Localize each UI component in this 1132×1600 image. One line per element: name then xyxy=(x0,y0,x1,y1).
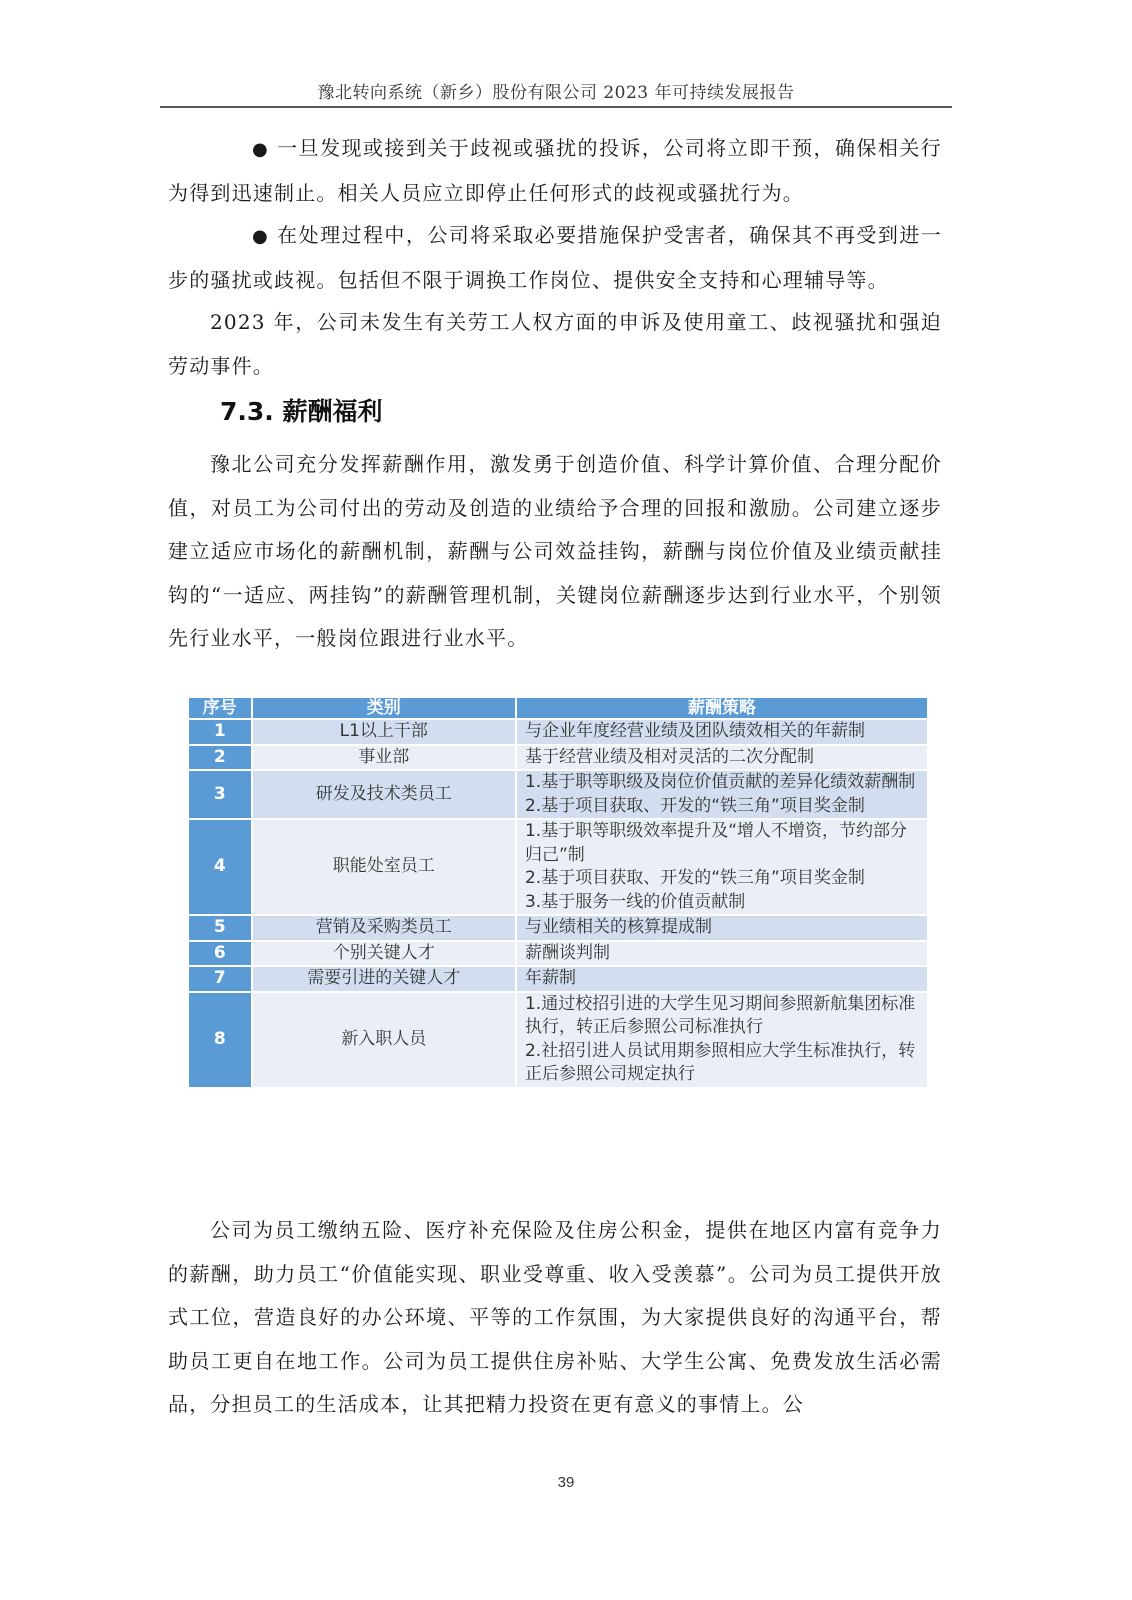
category-cell: 营销及采购类员工 xyxy=(253,916,517,940)
row-number-cell: 1 xyxy=(189,720,253,744)
policy-line: 3.基于服务一线的价值贡献制 xyxy=(524,891,746,912)
header-cell-category: 类别 xyxy=(253,698,517,718)
category-cell: 职能处室员工 xyxy=(253,820,517,914)
table-row xyxy=(189,720,927,744)
policy-cell xyxy=(517,820,927,914)
policy-cell xyxy=(517,993,927,1087)
table-row xyxy=(189,771,927,818)
page-number: 39 xyxy=(557,1474,575,1491)
row-number-cell: 4 xyxy=(189,820,253,914)
bullet-icon: ● xyxy=(252,139,269,160)
policy-cell xyxy=(517,720,927,744)
table-row xyxy=(189,993,927,1087)
header-divider xyxy=(160,106,952,108)
policy-cell xyxy=(517,942,927,966)
bullet-icon: ● xyxy=(252,226,269,247)
section-title: 7.3. 薪酬福利 xyxy=(220,397,383,426)
category-cell: 新入职人员 xyxy=(253,993,517,1087)
bullet-text: 一旦发现或接到关于歧视或骚扰的投诉，公司将立即干预，确保相关行为得到迅速制止。相关人员应立即停止任何形式的歧视或骚扰行为。 xyxy=(168,136,942,205)
paragraph-2023-statement: 2023 年，公司未发生有关劳工人权方面的申诉及使用童工、歧视骚扰和强迫劳动事件。 xyxy=(168,310,942,378)
row-number-cell: 6 xyxy=(189,942,253,966)
category-cell: 事业部 xyxy=(253,746,517,770)
policy-line: 2.基于项目获取、开发的“铁三角”项目奖金制 xyxy=(524,868,865,888)
category-cell: 需要引进的关键人才 xyxy=(253,967,517,991)
report-header-title: 豫北转向系统（新乡）股份有限公司 2023 年可持续发展报告 xyxy=(317,83,795,103)
row-number-cell: 8 xyxy=(189,993,253,1087)
policy-cell xyxy=(517,746,927,770)
table-header-row xyxy=(189,698,927,718)
section-intro-paragraph: 豫北公司充分发挥薪酬作用，激发勇于创造价值、科学计算价值、合理分配价值，对员工为公司付出的劳动及创造的业绩给予合理的回报和激励。公司建立逐步建立适应市场化的薪酬机制，薪酬与公司效益挂钩，薪酬与岗位价值及业绩贡献挂钩的“一适应、两挂钩”的薪酬管理机制，关键岗位薪酬逐步达到行业水平，个别领先行业水平，一般岗位跟进行业水平。 xyxy=(168,452,942,650)
policy-line: 1.基于职等职级及岗位价值贡献的差异化绩效薪酬制 xyxy=(524,772,916,792)
bullet-paragraph-2 xyxy=(168,214,942,302)
category-cell: 个别关键人才 xyxy=(253,942,517,966)
row-number-cell: 7 xyxy=(189,967,253,991)
table-row xyxy=(189,967,927,991)
table-row xyxy=(189,746,927,770)
policy-line: 与企业年度经营业绩及团队绩效相关的年薪制 xyxy=(524,721,865,741)
policy-cell xyxy=(517,771,927,818)
header-cell-no: 序号 xyxy=(189,698,253,718)
policy-cell xyxy=(517,967,927,991)
policy-line: 年薪制 xyxy=(524,968,576,988)
row-number-cell: 3 xyxy=(189,771,253,818)
category-cell: L1以上干部 xyxy=(253,720,517,744)
benefits-paragraph: 公司为员工缴纳五险、医疗补充保险及住房公积金，提供在地区内富有竞争力的薪酬，助力员工“价值能实现、职业受尊重、收入受羡慕”。公司为员工提供开放式工位，营造良好的办公环境、平等的工作氛围，为大家提供良好的沟通平台，帮助员工更自在地工作。公司为员工提供住房补贴、大学生公寓、免费发放生活必需品，分担员工的生活成本，让其把精力投资在更有意义的事情上。公 xyxy=(168,1218,942,1416)
policy-line: 基于经营业绩及相对灵活的二次分配制 xyxy=(524,746,814,767)
table-row xyxy=(189,820,927,914)
table-body xyxy=(189,720,927,1087)
table-row xyxy=(189,916,927,940)
policy-line: 1.基于职等职级效率提升及“增人不增资，节约部分归己”制 xyxy=(524,821,908,865)
policy-line: 2.社招引进人员试用期参照相应大学生标准执行，转正后参照公司规定执行 xyxy=(524,1040,916,1084)
row-number-cell: 2 xyxy=(189,746,253,770)
category-cell: 研发及技术类员工 xyxy=(253,771,517,818)
compensation-policy-table xyxy=(189,696,927,1089)
policy-line: 薪酬谈判制 xyxy=(524,942,610,963)
policy-line: 1.通过校招引进的大学生见习期间参照新航集团标准执行，转正后参照公司标准执行 xyxy=(524,993,916,1037)
policy-line: 2.基于项目获取、开发的“铁三角”项目奖金制 xyxy=(524,795,865,816)
policy-cell xyxy=(517,916,927,940)
bullet-text: 在处理过程中，公司将采取必要措施保护受害者，确保其不再受到进一步的骚扰或歧视。包括但不限于调换工作岗位、提供安全支持和心理辅导等。 xyxy=(168,223,942,292)
header-cell-policy: 薪酬策略 xyxy=(517,698,927,718)
table-row xyxy=(189,942,927,966)
policy-line: 与业绩相关的核算提成制 xyxy=(524,917,712,937)
row-number-cell: 5 xyxy=(189,916,253,940)
bullet-paragraph-1 xyxy=(168,127,942,215)
